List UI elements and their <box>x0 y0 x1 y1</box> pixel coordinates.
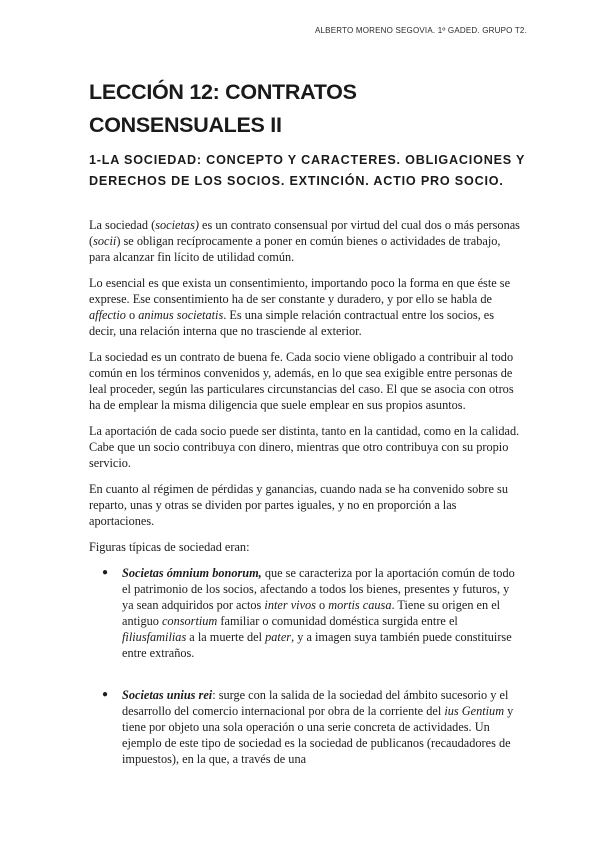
society-types-list <box>89 565 522 767</box>
list-item: ● Societas ómnium bonorum, que se caracteriza por la aportación común de todo el patrimonio de los socios, afectando a todos los bienes, presentes y futuros, y ya sean adquiridos por actos inter vivos o mortis causa. Tiene su origen en el antiguo consortium familiar o comunidad doméstica surgida entre el filiusfamilias a la muerte del pater, y a imagen suya también puede constituirse entre extraños. <box>102 566 515 660</box>
section-heading: 1-LA SOCIEDAD: CONCEPTO Y CARACTERES. OBLIGACIONES Y DERECHOS DE LOS SOCIOS. EXTINCIÓN. ACTIO PRO SOCIO. <box>89 153 526 188</box>
paragraph-consent: Lo esencial es que exista un consentimiento, importando poco la forma en que éste se exprese. Ese consentimiento ha de ser constante y duradero, y por ello se habla de affectio o animus societatis. Es una simple relación contractual entre los socios, es decir, una relación interna que no trasciende al exterior. <box>89 276 511 338</box>
body-text <box>89 217 522 793</box>
list-item: ● Societas unius rei: surge con la salida de la sociedad del ámbito sucesorio y el desarrollo del comercio internacional por obra de la corriente del ius Gentium y tiene por objeto una sola operación o una serie concreta de actividades. Un ejemplo de este tipo de sociedad es la sociedad de publicanos (recaudadores de impuestos), en la que, a través de una <box>102 688 514 766</box>
paragraph-contribution: La aportación de cada socio puede ser distinta, tanto en la cantidad, como en la calidad. Cabe que un socio contribuya con dinero, mientras que otro contribuya con su propio servicio. <box>89 424 520 470</box>
author-header: ALBERTO MORENO SEGOVIA. 1º GADED. GRUPO T2. <box>314 26 527 35</box>
bullet-icon: ● <box>102 567 109 578</box>
bullet-icon: ● <box>102 689 109 700</box>
paragraph-typical-figures: Figuras típicas de sociedad eran: <box>89 540 250 554</box>
paragraph-good-faith: La sociedad es un contrato de buena fe. Cada socio viene obligado a contribuir al todo común en los términos convenidos y, además, en lo que sea exigible entre personas de leal proceder, según las particulares circunstancias del caso. El que se asocia con otros ha de emplear la misma diligencia que suele emplear en sus propios asuntos. <box>89 350 514 412</box>
paragraph-definition: La sociedad (societas) es un contrato consensual por virtud del cual dos o más personas (socii) se obligan recíprocamente a poner en común bienes o actividades de trabajo, para alcanzar fin lícito de utilidad común. <box>89 218 520 264</box>
paragraph-profit-loss: En cuanto al régimen de pérdidas y ganancias, cuando nada se ha convenido sobre su reparto, unas y otras se dividen por partes iguales, y no en proporción a las aportaciones. <box>89 482 508 528</box>
lesson-title: LECCIÓN 12: CONTRATOS CONSENSUALES II <box>89 80 357 137</box>
